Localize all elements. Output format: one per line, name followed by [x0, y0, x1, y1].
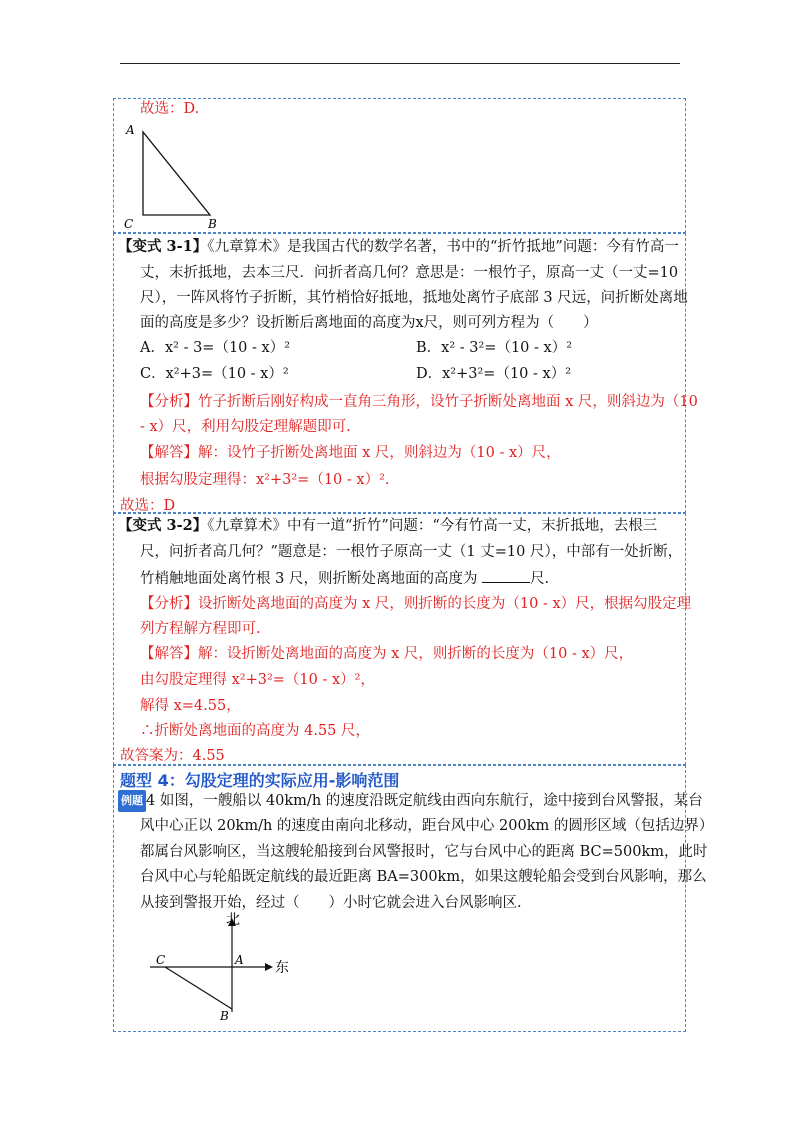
answer-blank[interactable] [482, 568, 530, 583]
unit-text: 尺. [530, 571, 550, 587]
example-text: 4 如图，一艘船以 40km/h 的速度沿既定航线由西向东航行，途中接到台风警报，某台 [146, 793, 703, 809]
solution-line-1: 【解答】解：设竹子折断处离地面 x 尺，则斜边为（10 - x）尺， [140, 445, 561, 461]
solution-line-2: 由勾股定理得 x²+3²=（10 - x）²， [140, 672, 375, 688]
variant-tag: 【变式 3-2】 [118, 517, 208, 534]
point-label-b: B [220, 1009, 229, 1023]
example-4-line-2: 风中心正以 20km/h 的速度由南向北移动，距台风中心 200km 的圆形区域（包括边界） [140, 818, 714, 834]
question-text: 竹梢触地面处离竹根 3 尺，则折断处离地面的高度为 [140, 571, 478, 587]
solution-line-2: 根据勾股定理得：x²+3²=（10 - x）². [140, 472, 390, 488]
final-answer: 故选：D [120, 498, 176, 514]
variant-3-1-line-4: 面的高度是多少？设折断后离地面的高度为x尺，则可列方程为（ ） [140, 315, 598, 331]
header-rule [120, 63, 680, 64]
compass-figure [140, 912, 300, 1027]
vertex-label-a: A [126, 123, 135, 137]
right-triangle-figure [118, 118, 228, 230]
example-badge: 例题 [118, 790, 146, 812]
variant-text: 《九章算术》中有一道“折竹”问题：“今有竹高一丈，末折抵地，去根三 [207, 518, 658, 534]
variant-3-2-line-2: 尺，问折者高几何？”题意是：一根竹子原高一丈（1 丈=10 尺），中部有一处折断， [140, 544, 683, 560]
analysis-line-1: 【分析】竹子折断后刚好构成一直角三角形，设竹子折断处离地面 x 尺，则斜边为（10 [140, 394, 698, 410]
option-b: B．x² - 3²=（10 - x）² [416, 340, 573, 356]
solution-line-1: 【解答】解：设折断处离地面的高度为 x 尺，则折断的长度为（10 - x）尺， [140, 646, 634, 662]
solution-line-4: ∴折断处离地面的高度为 4.55 尺， [140, 723, 371, 739]
example-4-line-1 [118, 790, 703, 812]
variant-text: 《九章算术》是我国古代的数学名著，书中的“折竹抵地”问题：今有竹高一 [207, 239, 679, 255]
analysis-line-2: - x）尺，利用勾股定理解题即可. [140, 419, 351, 435]
vertex-label-b: B [208, 217, 217, 230]
variant-3-1-line-1 [118, 237, 679, 257]
example-4-line-3: 都属台风影响区，当这艘轮船接到台风警报时，它与台风中心的距离 BC=500km，此时 [140, 844, 708, 860]
analysis-line-2: 列方程解方程即可. [140, 621, 261, 637]
variant-tag: 【变式 3-1】 [118, 238, 208, 255]
example-4-line-4: 台风中心与轮船既定航线的最近距离 BA=300km，如果这艘轮船会受到台风影响，那么 [140, 869, 707, 885]
vertex-label-c: C [124, 217, 134, 230]
example-4-line-5: 从接到警报开始，经过（ ）小时它就会进入台风影响区. [140, 895, 522, 911]
variant-3-2-line-3 [140, 568, 549, 589]
section-title: 题型 4：勾股定理的实际应用-影响范围 [120, 771, 400, 790]
final-answer: 故答案为：4.55 [120, 748, 225, 764]
point-label-a: A [235, 953, 244, 967]
point-label-c: C [156, 953, 166, 967]
option-a: A．x² - 3=（10 - x）² [140, 340, 291, 356]
option-d: D．x²+3²=（10 - x）² [416, 366, 572, 382]
variant-3-1-line-3: 尺），一阵风将竹子折断，其竹梢恰好抵地，抵地处离竹子底部 3 尺远，问折断处离地 [140, 290, 688, 306]
variant-3-2-line-1 [118, 516, 657, 536]
variant-3-1-line-2: 丈，末折抵地，去本三尺．问折者高几何？意思是：一根竹子，原高一丈（一丈=10 [140, 265, 679, 281]
east-label: 东 [275, 960, 289, 976]
north-label: 北 [226, 912, 240, 928]
answer-line: 故选：D. [140, 101, 200, 117]
solution-line-3: 解得 x=4.55， [140, 698, 241, 714]
option-c: C．x²+3=（10 - x）² [140, 366, 289, 382]
analysis-line-1: 【分析】设折断处离地面的高度为 x 尺，则折断的长度为（10 - x）尺，根据勾股定理 [140, 596, 692, 612]
